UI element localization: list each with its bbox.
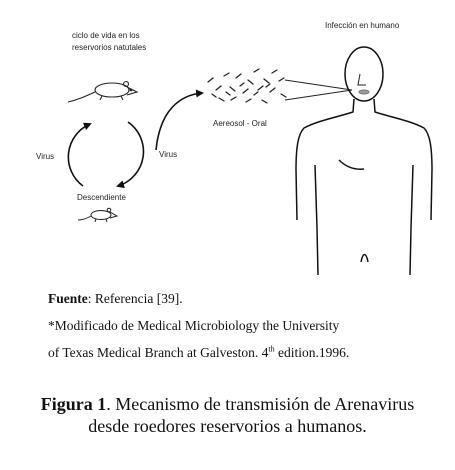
rodent-icon [68,82,137,103]
nose-mouth-icon [358,74,369,94]
aerosol-label: Aereosol - Oral [213,119,267,128]
figure-caption [20,393,435,437]
edition-superscript: th [268,344,275,354]
source-label: Fuente [48,291,88,306]
modified-note-line1: *Modificado de Medical Microbiology the University [48,318,340,333]
human-infection-label: Infección en humano [325,21,400,30]
offspring-rodent-icon [78,208,117,222]
offspring-label: Descendiente [77,193,126,202]
figure-label: Figura 1 [40,394,107,414]
human-figure [296,47,432,275]
aerosol-particles [208,69,286,103]
cycle-label-line1: ciclo de vida en los [72,31,140,40]
source-line [48,289,183,308]
transmission-arrow [156,93,202,150]
modified-note-line2-b: edition.1996. [274,345,350,360]
modified-note-line2 [48,343,349,362]
cycle-label [72,30,146,54]
figure-caption-text: . Mecanismo de transmisión de Arenavirus desde roedores reservorios a humanos. [88,394,415,436]
cycle-label-line2: reservorios natutales [72,43,147,52]
aerosol-stream [285,80,352,100]
virus-label-right: Virus [159,150,178,159]
source-text: : Referencia [39]. [87,291,183,306]
virus-label-left: Virus [36,152,55,161]
life-cycle-arrows [68,122,143,186]
modified-note-line2-a: of Texas Medical Branch at Galveston. 4 [48,345,269,360]
